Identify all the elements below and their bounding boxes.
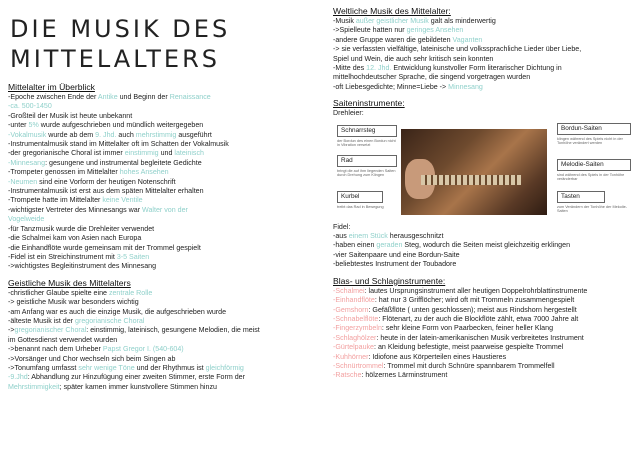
line-text: Steg, wodurch die Seiten meist gleichzeitig erklingen (402, 241, 571, 250)
note-line (8, 317, 324, 326)
secular-list (333, 17, 633, 92)
label-melodie: Melodie-Saiten (557, 159, 631, 171)
note-line (8, 168, 324, 177)
highlighted-term: geringes Ansehen (406, 26, 464, 35)
note-line (333, 260, 633, 269)
note-line (333, 232, 633, 241)
note-line (8, 206, 324, 215)
note-line (333, 334, 633, 343)
line-text: herausgeschnitzt (387, 232, 444, 241)
keys-image (421, 175, 521, 185)
note-line (8, 298, 324, 307)
highlighted-term: -ca. 500-1450 (8, 102, 52, 111)
note-line (333, 296, 633, 305)
highlighted-term: geraden (376, 241, 403, 250)
note-rad: bringt die auf ihm liegenden Saiten durch Drehung zum Klingen (337, 168, 396, 178)
line-text: -für Tanzmusik wurde die Drehleiter verwendet (8, 224, 155, 233)
note-line (8, 244, 324, 253)
highlighted-term: -Schalmei (333, 286, 365, 295)
line-text: : lautes Ursprungsinstrument aller heutigen Doppelrohrblattinstrumente (364, 286, 588, 295)
line-text: : sehr kleine Form von Paarbecken, feiner heller Klang (381, 324, 554, 333)
note-line (333, 241, 633, 250)
note-schnarrsteg: der Bordun des einen Bordun nicht in Vibration versetzt (337, 138, 396, 148)
highlighted-term: zentrale Rolle (108, 288, 153, 297)
note-line (8, 308, 324, 317)
label-kurbel: Kurbel (337, 191, 383, 203)
line-text: -wichtigster Vertreter des Minnesangs war (8, 205, 143, 214)
winds-list (333, 287, 633, 381)
line-text: -Trompeter genossen im Mittelalter (8, 168, 120, 177)
note-line (8, 262, 324, 271)
highlighted-term: lateinisch (174, 149, 204, 158)
note-line (333, 73, 633, 82)
highlighted-term: -9.Jhd (8, 373, 28, 382)
highlighted-term: Minnesang (448, 82, 483, 91)
page-title (10, 14, 324, 74)
highlighted-term: Vaganten (452, 35, 483, 44)
line-text: -> sie verfassten vielfältige, lateinische und volkssprachliche Lieder über Liebe, (333, 45, 582, 54)
highlighted-term: -Fingerzymbeln (333, 324, 382, 333)
note-line (333, 315, 633, 324)
highlighted-term: -Gemshorn (333, 305, 369, 314)
line-text: : Flötenart, zu der auch die Blockflöte zählt, etwa 7000 Jahre alt (378, 314, 579, 323)
highlighted-term: Vogelweide (8, 215, 45, 224)
label-tasten: Tasten (557, 191, 605, 203)
line-text: mittelhochdeutscher Sprache, die singend vorgetragen wurden (333, 73, 531, 82)
note-line (8, 253, 324, 262)
highlighted-term: 5% (28, 121, 39, 130)
highlighted-term: einstimmig (124, 149, 159, 158)
highlighted-term: -Schnabelflöte (333, 314, 379, 323)
line-text: -Fidel ist ein Streichinstrument mit (8, 252, 117, 261)
line-text: -älteste Musik ist der (8, 316, 76, 325)
note-line (8, 383, 324, 392)
highlighted-term: -Vokalmusik (8, 130, 47, 139)
note-line (8, 373, 324, 382)
note-kurbel: treibt das Rad in Bewegung (337, 204, 384, 209)
note-line (8, 326, 324, 335)
highlighted-term: gregorianische Choral (75, 316, 145, 325)
line-text: wurde ab dem (46, 130, 96, 139)
line-text: : einstimmig, lateinisch, gesungene Melodien, die meist (86, 326, 260, 335)
note-line (333, 343, 633, 352)
note-line (8, 336, 324, 345)
line-text: -Trompete hatte im Mittelalter (8, 196, 103, 205)
right-column (333, 6, 633, 381)
line-text: : Idiofone aus Körperteilen eines Haustieres (368, 352, 507, 361)
note-line (333, 287, 633, 296)
note-line (333, 17, 633, 26)
note-line (8, 196, 324, 205)
hurdy-gurdy-photo (401, 129, 547, 215)
note-line (8, 140, 324, 149)
note-melodie: sind während des Spiels in der Tonhöhe veränderbar (557, 172, 625, 182)
highlighted-term: Walter von der (142, 205, 188, 214)
line-text: : hölzernes Lärminstrument (361, 371, 448, 380)
highlighted-term: -Schnürtrommel (333, 361, 384, 370)
line-text: -haben einen (333, 241, 377, 250)
line-text: -vier Saitenpaare und eine Bordun-Saite (333, 250, 460, 259)
overview-list (8, 93, 324, 272)
sacred-heading: Geistliche Musik des Mittelalters (8, 277, 131, 288)
highlighted-term: Mehrstimmigkeit (8, 382, 60, 391)
highlighted-term: außer geistlicher Musik (355, 17, 429, 25)
line-text: ausgeführt (176, 130, 212, 139)
note-line (333, 55, 633, 64)
highlighted-term: hohes Ansehen (119, 168, 169, 177)
highlighted-term: sehr wenige Töne (78, 363, 135, 372)
line-text: und (158, 149, 175, 158)
note-line (8, 149, 324, 158)
line-text: -beliebtestes Instrument der Toubadore (333, 260, 457, 269)
line-text: -Großteil der Musik ist heute unbekannt (8, 111, 133, 120)
line-text: : Gefäßflöte ( unten geschlossen); meist aus Rindshorn hergestellt (368, 305, 577, 314)
strings-heading: Saiteninstrumente: (333, 98, 405, 109)
line-text: : heute in der latein-amerikanischen Musik verbreitetes Instrument (376, 333, 584, 342)
highlighted-term: -Kuhhörner (333, 352, 369, 361)
note-line (8, 102, 324, 111)
line-text: und der Rhythmus ist (134, 363, 206, 372)
label-schnarrsteg: Schnarrsteg (337, 125, 397, 137)
line-text: -der gregorianische Choral ist immer (8, 149, 125, 158)
highlighted-term: 3-5 Saiten (116, 252, 150, 261)
highlighted-term: keine Ventile (102, 196, 143, 205)
note-line (8, 187, 324, 196)
note-line (8, 364, 324, 373)
note-line (8, 112, 324, 121)
note-line (8, 289, 324, 298)
note-line (333, 324, 633, 333)
note-line (333, 26, 633, 35)
line-text: -Mitte des (333, 64, 367, 73)
line-text: -oft Liebesgedichte; Minne=Liebe -> (333, 82, 449, 91)
highlighted-term: gleichförmig (205, 363, 244, 372)
line-text: : hat nur 3 Grifflöcher; wird oft mit Trommeln zusammengespielt (374, 296, 575, 305)
note-line (8, 234, 324, 243)
highlighted-term: -Minnesang (8, 158, 46, 167)
line-text: im Gottesdienst verwendet wurden (8, 335, 118, 344)
line-text: -unter (8, 121, 29, 130)
line-text: ->Tonumfang umfasst (8, 363, 79, 372)
hurdy-gurdy-subheading: Drehleier: (333, 109, 364, 118)
highlighted-term: Renaissance (169, 93, 211, 101)
note-line (333, 251, 633, 260)
highlighted-term: Antike (97, 93, 118, 101)
fidel-list (333, 232, 633, 270)
note-line (8, 225, 324, 234)
note-line (8, 93, 324, 102)
line-text: -> (8, 326, 15, 335)
line-text: -die Schalmei kam von Asien nach Europa (8, 234, 142, 243)
winds-heading: Blas- und Schlaginstrumente: (333, 275, 446, 286)
highlighted-term: -Schlaghölzer (333, 333, 377, 342)
line-text: wurde aufgeschrieben und mündlich weitergegeben (38, 121, 204, 130)
fidel-subheading: Fidel: (333, 222, 351, 231)
note-line (8, 215, 324, 224)
line-text: ->wichtigstes Begleitinstrument des Minnesang (8, 262, 157, 271)
line-text: Entwicklung kunstvoller Form literarischer Dichtung in (391, 64, 562, 73)
title-line-1: DIE MUSIK DES (10, 15, 231, 43)
line-text: -die Einhandflöte wurde gemeinsam mit der Trommel gespielt (8, 243, 201, 252)
note-tasten: zum Verändern der Tonhöhe der Melodie-Saiten (557, 204, 628, 214)
line-text: -> geistliche Musik war besonders wichtig (8, 298, 139, 307)
hurdy-gurdy-diagram (333, 121, 633, 219)
note-line (333, 83, 633, 92)
note-line (8, 131, 324, 140)
highlighted-term: -Ratsche (333, 371, 362, 380)
line-text: -aus (333, 232, 349, 241)
label-rad: Rad (337, 155, 397, 167)
sacred-list (8, 289, 324, 392)
highlighted-term: -Einhandflöte (333, 296, 375, 305)
line-text: : Abhandlung zur Hinzufügung einer zweiten Stimmer, erste Form der (27, 373, 245, 382)
line-text: : Trommel mit durch Schnüre spannbarem Trommelfell (383, 361, 555, 370)
note-line (8, 178, 324, 187)
line-text: sind eine Vorform der heutigen Notenschrift (37, 177, 176, 186)
note-line (333, 64, 633, 73)
note-line (8, 355, 324, 364)
line-text: -Instrumentalmusik ist erst aus dem späten Mittelalter erhalten (8, 187, 204, 196)
note-line (8, 159, 324, 168)
highlighted-term: 12. Jhd. (366, 64, 392, 73)
title-line-2: MITTELALTERS (10, 45, 220, 73)
line-text: galt als minderwertig (428, 17, 496, 25)
line-text: ; später kamen immer kunstvollere Stimmen hinzu (59, 382, 217, 391)
highlighted-term: Papst Gregor I. (540-604) (102, 345, 184, 354)
highlighted-term: -Neumen (8, 177, 38, 186)
overview-heading: Mittelalter im Überblick (8, 82, 95, 92)
note-line (8, 345, 324, 354)
line-text: : an Kleidung befestigte, meist paarweise gespielte Trommel (374, 343, 564, 352)
highlighted-term: einem Stück (348, 232, 388, 241)
note-line (333, 353, 633, 362)
note-line (8, 121, 324, 130)
note-line (333, 371, 633, 380)
highlighted-term: gregorianischer Choral (14, 326, 87, 335)
secular-heading: Weltliche Musik des Mittelalter: (333, 6, 451, 16)
line-text: -Musik (333, 17, 356, 25)
line-text: ->Spielleute hatten nur (333, 26, 407, 35)
note-line (333, 306, 633, 315)
line-text: -am Anfang war es auch die einzige Musik, die aufgeschrieben wurde (8, 307, 227, 316)
line-text: : gesungene und instrumental begleitete Gedichte (45, 158, 202, 167)
note-bordun: klingen während des Spiels nicht in der Tonhöhe verändert werden (557, 136, 623, 146)
note-line (333, 36, 633, 45)
line-text: und Beginn der (117, 93, 170, 101)
note-line (333, 45, 633, 54)
line-text: auch (116, 130, 136, 139)
line-text: ->Vorsänger und Chor wechseln sich beim Singen ab (8, 354, 176, 363)
line-text: -andere Gruppe waren die gebildeten (333, 35, 453, 44)
line-text: -Instrumentalmusik stand im Mittelalter oft im Schatten der Vokalmusik (8, 140, 229, 149)
left-column (8, 6, 324, 392)
note-line (333, 362, 633, 371)
line-text: Spiel und Wein, die auch sehr kritisch sein konnten (333, 54, 494, 63)
line-text: -Epoche zwischen Ende der (8, 93, 98, 101)
line-text: -christlicher Glaube spielte eine (8, 288, 109, 297)
line-text: ->benannt nach dem Urheber (8, 345, 103, 354)
highlighted-term: mehrstimmig (135, 130, 177, 139)
label-bordun: Bordun-Saiten (557, 123, 631, 135)
highlighted-term: 9. Jhd. (95, 130, 117, 139)
highlighted-term: -Gürtelpauke (333, 343, 375, 352)
